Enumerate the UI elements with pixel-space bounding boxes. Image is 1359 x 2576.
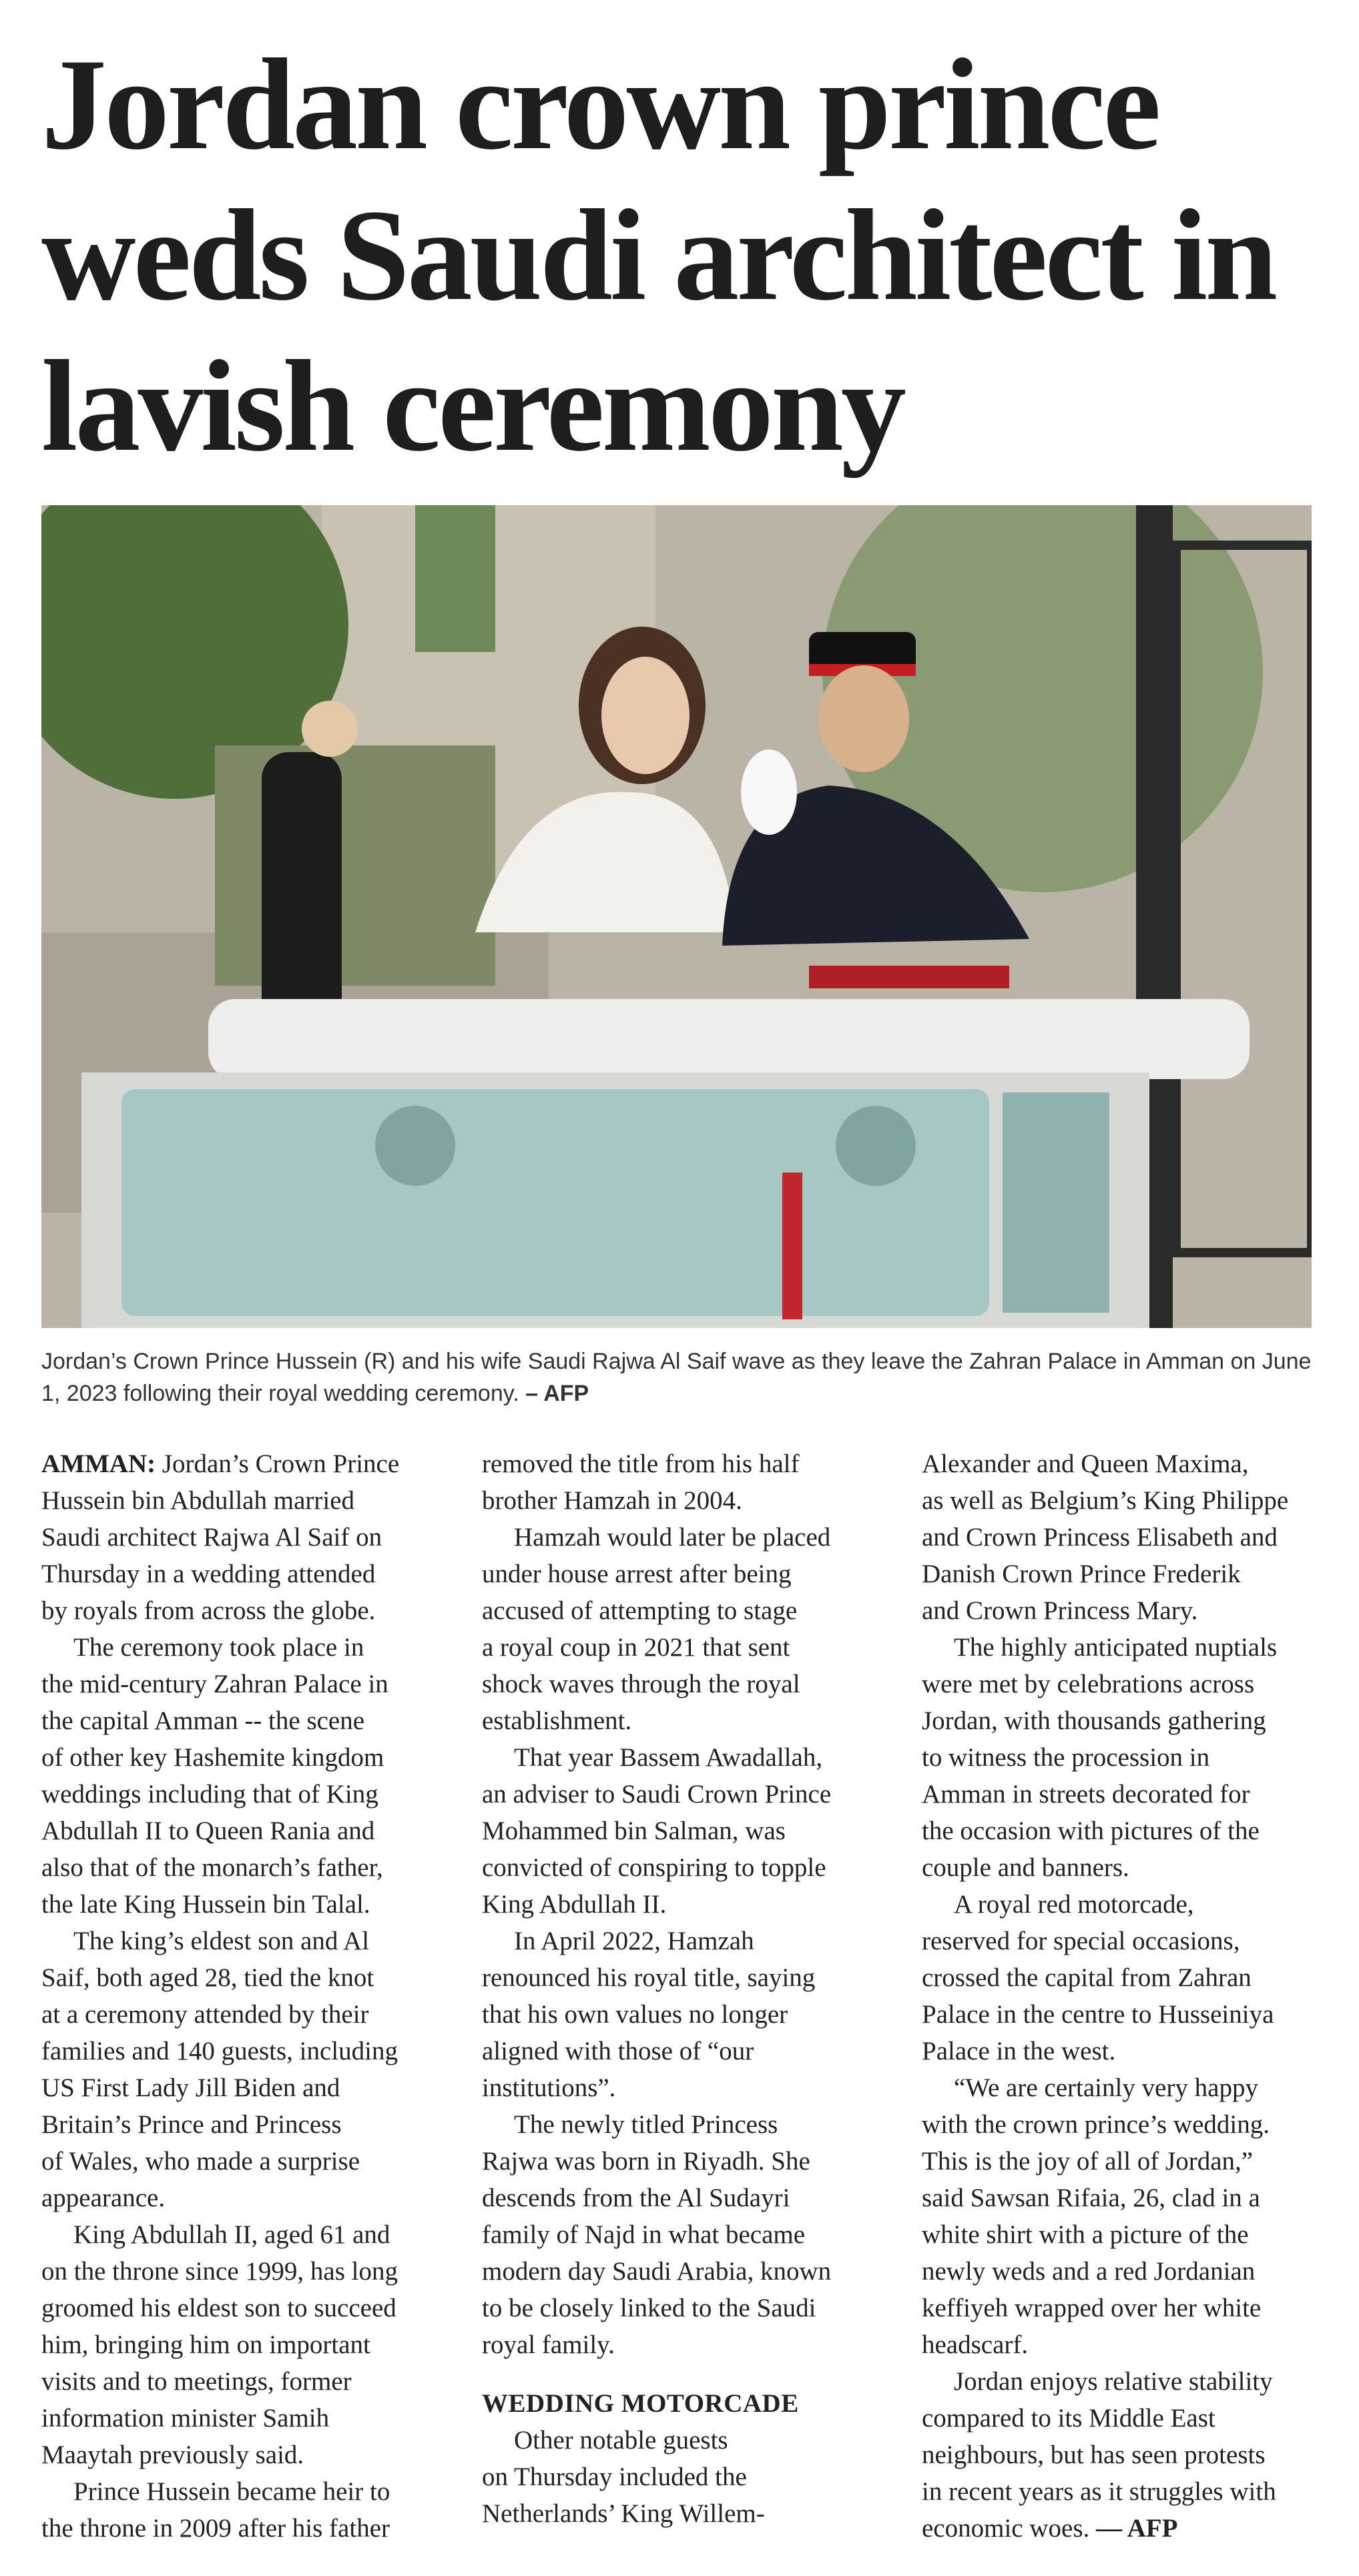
article-paragraph [41,1445,445,1629]
article-column-1 [41,1445,445,2547]
paragraph-text: Jordan’s Crown Prince Hussein bin Abdullah married Saudi architect Rajwa Al Saif on Thursday in a wedding attended by royals from across the globe. [41,1450,400,1625]
prince-sash [809,966,1009,988]
dateline: AMMAN: [41,1450,156,1478]
article-paragraph: The ceremony took place in the mid-century Zahran Palace in the capital Amman -- the scene of other key Hashemite kingdom weddings including that of King Abdullah II to Queen Rania and also that of the monarch’s father, the late King Hussein bin Talal. [41,1633,388,1919]
car-flag [782,1173,802,1319]
article-paragraph: The king’s eldest son and Al Saif, both aged 28, tied the knot at a ceremony attended by their families and 140 guests, including US First Lady Jill Biden and Britain’s Prince and Princess of Wales, who made a surprise appearance. [41,1927,398,2212]
headline-line-2: weds Saudi architect in [41,183,1276,328]
prince-glove [741,749,797,835]
section-subhead: WEDDING MOTORCADE [482,2389,799,2418]
article-paragraph: “We are certainly very happy with the crown prince’s wedding. This is the joy of all of Jordan,” said Sawsan Rifaia, 26, clad in a white shirt with a picture of the newly weds and a red Jordanian keffiyeh wrapped over her white headscarf. [922,2073,1270,2359]
article-column-3 [922,1445,1326,2547]
photo-caption [41,1345,1312,1409]
prince-face [818,665,909,772]
article-signoff: — AFP [1096,2514,1178,2543]
wedding-photo-illustration [41,505,1312,1328]
article-paragraph: The highly anticipated nuptials were met by celebrations across Jordan, with thousands gathering to witness the procession in Amman in streets decorated for the occasion with pictures of the couple and banners. [922,1633,1278,1882]
headline-line-1: Jordan crown prince [41,32,1159,177]
article-paragraph: removed the title from his half brother Hamzah in 2004. [482,1450,800,1515]
passenger-head [836,1106,916,1186]
guest-figure [262,752,342,1039]
vehicle-roof [208,999,1250,1079]
article-paragraph: King Abdullah II, aged 61 and on the throne since 1999, has long groomed his eldest son to succeed him, bringing him on important visits and to meetings, former information minister Samih Maaytah previously said. [41,2220,398,2469]
headline-line-3: lavish ceremony [41,334,904,478]
article-paragraph [922,2363,1326,2547]
article-paragraph: In April 2022, Hamzah renounced his royal title, saying that his own values no longer aligned with those of “our institutions”. [482,1927,816,2102]
driver-head [375,1106,455,1186]
article-paragraph: Hamzah would later be placed under house arrest after being accused of attempting to stage a royal coup in 2021 that sent shock waves through the royal establishment. [482,1523,831,1735]
cypress-tree [415,505,495,652]
guest-head [302,701,358,757]
article-column-2 [482,1445,886,2532]
vehicle-side-window [1003,1092,1109,1313]
bride-face [601,657,690,774]
article-paragraph: A royal red motorcade, reserved for special occasions, crossed the capital from Zahran Palace in the centre to Husseiniya Palace in the west. [922,1890,1274,2065]
caption-credit: – AFP [525,1381,589,1406]
article-paragraph: Other notable guests on Thursday included the Netherlands’ King Willem- [482,2426,765,2528]
headline [41,29,1330,482]
article-paragraph: That year Bassem Awadallah, an adviser to Saudi Crown Prince Mohammed bin Salman, was convicted of conspiring to topple King Abdullah II. [482,1743,832,1919]
paragraph-text: Jordan enjoys relative stability compared to its Middle East neighbours, but has seen protests in recent years as it struggles with economic woes. [922,2367,1276,2543]
caption-text: Jordan’s Crown Prince Hussein (R) and his wife Saudi Rajwa Al Saif wave as they leave the Zahran Palace in Amman on June 1, 2023 following their royal wedding ceremony. [41,1349,1312,1406]
article-paragraph: The newly titled Princess Rajwa was born in Riyadh. She descends from the Al Sudayri family of Najd in what became modern day Saudi Arabia, known to be closely linked to the Saudi royal family. [482,2110,832,2359]
article-paragraph: Alexander and Queen Maxima, as well as Belgium’s King Philippe and Crown Princess Elisabeth and Danish Crown Prince Frederik and Crown Princess Mary. [922,1450,1289,1625]
wedding-photo [41,505,1312,1328]
flower-bed [215,745,495,986]
article-paragraph: Prince Hussein became heir to the throne in 2009 after his father [41,2477,390,2543]
